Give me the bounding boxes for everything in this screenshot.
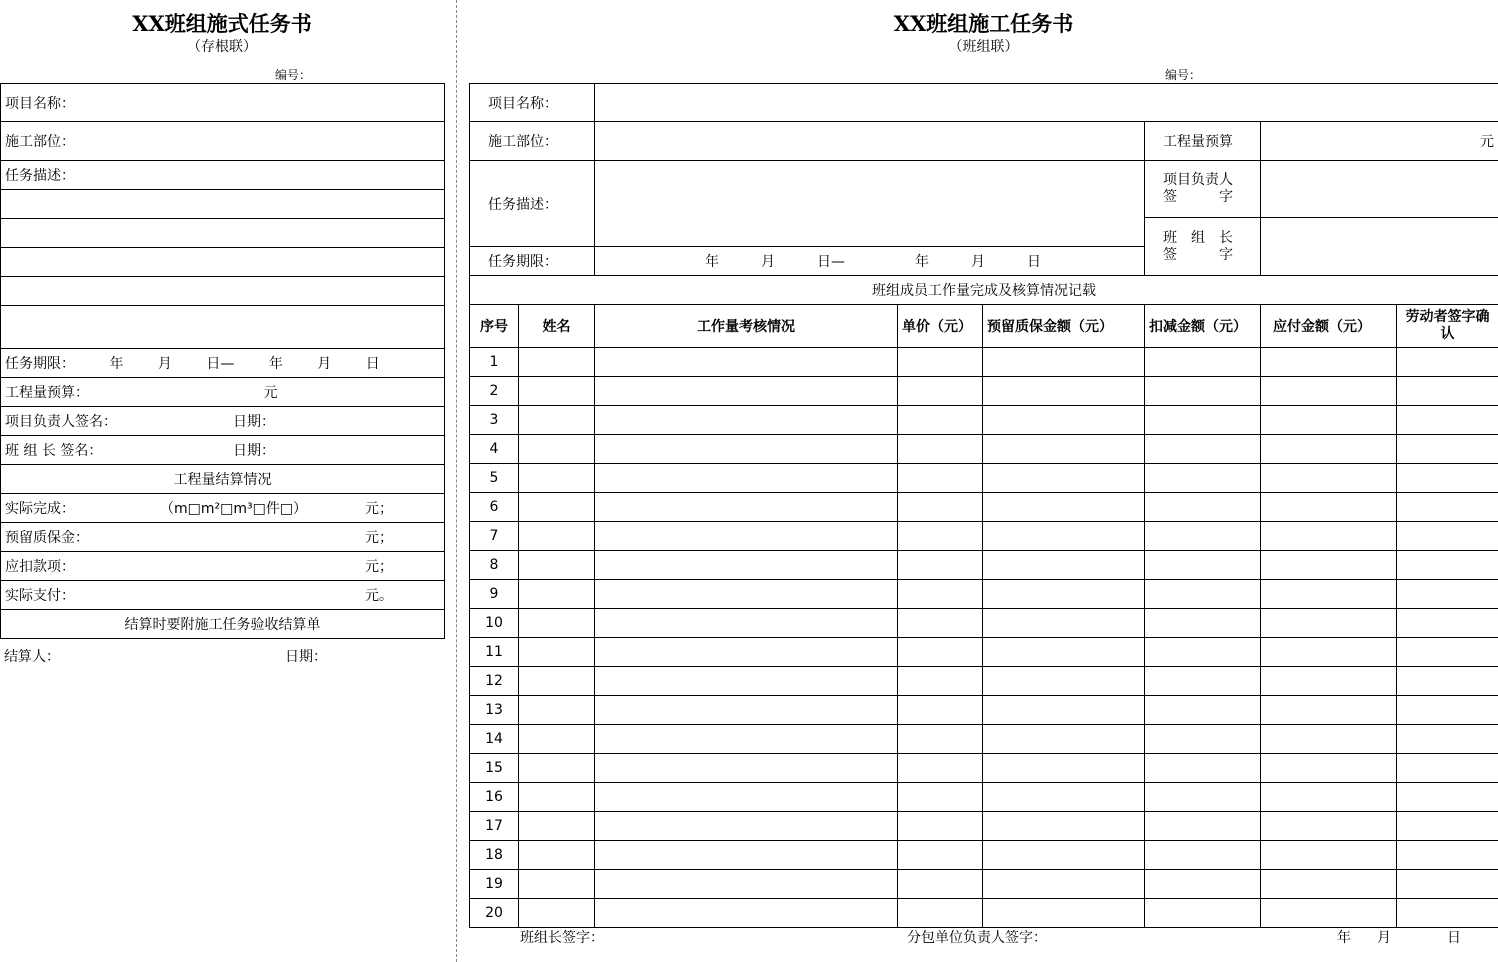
- table-row: [470, 667, 1498, 696]
- left-budget: [1, 378, 445, 407]
- row-cell: [1145, 551, 1261, 580]
- left-number-label: 编号：: [275, 68, 312, 82]
- left-period-month2: 月: [317, 356, 332, 372]
- right-construction-part-label: 施工部位：: [470, 122, 595, 161]
- left-actual-done: [1, 494, 445, 523]
- row-cell: [898, 870, 983, 899]
- row-cell: [519, 696, 595, 725]
- col-header-worker-confirm: 劳动者签字确认: [1397, 305, 1498, 348]
- col-header-payable: 应付金额（元）: [1261, 305, 1397, 348]
- row-cell: [1261, 783, 1397, 812]
- row-seq-cell: 9: [470, 580, 519, 609]
- left-pm-sign-label: 项目负责人签名：: [5, 414, 117, 430]
- left-budget-label: 工程量预算：: [5, 385, 89, 401]
- row-cell: [983, 783, 1145, 812]
- row-cell: [1145, 812, 1261, 841]
- left-yuan-3: 元；: [365, 559, 393, 575]
- row-seq-cell: 2: [470, 377, 519, 406]
- row-cell: [1145, 783, 1261, 812]
- left-budget-unit: 元: [263, 385, 278, 401]
- row-cell: [1397, 783, 1498, 812]
- row-cell: [1261, 406, 1397, 435]
- row-cell: [983, 377, 1145, 406]
- row-cell: [1145, 696, 1261, 725]
- row-cell: [983, 899, 1145, 928]
- row-cell: [595, 783, 898, 812]
- table-row: [470, 725, 1498, 754]
- row-cell: [898, 841, 983, 870]
- row-cell: [519, 522, 595, 551]
- row-cell: [1397, 638, 1498, 667]
- table-row: [470, 638, 1498, 667]
- row-cell: [1261, 696, 1397, 725]
- left-yuan-1: 元；: [365, 501, 393, 517]
- right-number-label: 编号：: [1165, 68, 1202, 82]
- row-cell: [1145, 580, 1261, 609]
- row-cell: [1145, 609, 1261, 638]
- row-cell: [1145, 435, 1261, 464]
- row-cell: [595, 696, 898, 725]
- col-header-deduction: 扣减金额（元）: [1145, 305, 1261, 348]
- row-cell: [1397, 667, 1498, 696]
- row-cell: [1261, 435, 1397, 464]
- row-seq-cell: 16: [470, 783, 519, 812]
- row-cell: [1145, 841, 1261, 870]
- row-seq-cell: 7: [470, 522, 519, 551]
- row-cell: [898, 638, 983, 667]
- row-cell: [519, 638, 595, 667]
- row-cell: [1145, 870, 1261, 899]
- row-cell: [983, 754, 1145, 783]
- left-deduction: [1, 552, 445, 581]
- row-cell: [519, 870, 595, 899]
- row-cell: [983, 696, 1145, 725]
- row-cell: [1397, 522, 1498, 551]
- right-pm-sign-value: [1261, 161, 1498, 218]
- left-desc-line: [1, 248, 445, 277]
- row-cell: [519, 754, 595, 783]
- row-cell: [1261, 377, 1397, 406]
- row-cell: [595, 464, 898, 493]
- row-cell: [595, 435, 898, 464]
- row-cell: [898, 754, 983, 783]
- right-pm-sign-line2: 签 字: [1163, 189, 1233, 205]
- row-cell: [1145, 725, 1261, 754]
- row-cell: [595, 725, 898, 754]
- col-header-unit-price: 单价（元）: [898, 305, 983, 348]
- left-settlement-header: 工程量结算情况: [1, 465, 445, 494]
- left-actual-pay: [1, 581, 445, 610]
- left-units: （m□m²□m³□件□）: [160, 501, 308, 517]
- left-period-month1: 月: [157, 356, 172, 372]
- row-seq-cell: 1: [470, 348, 519, 377]
- row-seq-cell: 14: [470, 725, 519, 754]
- row-cell: [983, 725, 1145, 754]
- footer-sub-sign: 分包单位负责人签字：: [907, 930, 1047, 946]
- row-cell: [595, 667, 898, 696]
- tear-line-divider: [456, 0, 457, 962]
- row-cell: [595, 406, 898, 435]
- row-cell: [1397, 609, 1498, 638]
- row-cell: [1261, 493, 1397, 522]
- row-cell: [983, 464, 1145, 493]
- left-leader-sign-label: 班 组 长 签名：: [5, 443, 103, 459]
- left-title: XX班组施式任务书: [132, 11, 312, 36]
- left-subtitle: （存根联）: [187, 39, 257, 55]
- row-cell: [519, 493, 595, 522]
- row-cell: [1145, 638, 1261, 667]
- table-row: [470, 435, 1498, 464]
- left-deduction-label: 应扣款项：: [5, 559, 75, 575]
- row-cell: [595, 551, 898, 580]
- left-actual-pay-label: 实际支付：: [5, 588, 75, 604]
- row-cell: [595, 638, 898, 667]
- row-cell: [898, 493, 983, 522]
- row-cell: [983, 638, 1145, 667]
- right-pm-sign-label: [1145, 161, 1261, 218]
- table-row: [470, 754, 1498, 783]
- row-cell: [898, 551, 983, 580]
- row-cell: [983, 522, 1145, 551]
- row-cell: [1397, 435, 1498, 464]
- row-cell: [898, 348, 983, 377]
- right-title: XX班组施工任务书: [893, 11, 1074, 36]
- row-cell: [519, 725, 595, 754]
- right-budget-label: 工程量预算: [1145, 122, 1261, 161]
- row-cell: [595, 580, 898, 609]
- left-task-desc: 任务描述：: [1, 161, 445, 190]
- row-cell: [595, 754, 898, 783]
- right-leader-sign-value: [1261, 218, 1498, 276]
- row-cell: [1397, 464, 1498, 493]
- row-cell: [595, 812, 898, 841]
- left-settle-date: 日期：: [285, 649, 327, 665]
- col-header-workload: 工作量考核情况: [595, 305, 898, 348]
- row-cell: [898, 812, 983, 841]
- table-row: [470, 812, 1498, 841]
- right-construction-part-value: [595, 122, 1145, 161]
- table-row: [470, 841, 1498, 870]
- row-cell: [898, 522, 983, 551]
- row-cell: [1397, 812, 1498, 841]
- right-task-period-label: 任务期限：: [470, 247, 595, 276]
- row-cell: [1261, 841, 1397, 870]
- row-cell: [983, 580, 1145, 609]
- right-task-desc-label: 任务描述：: [470, 161, 595, 247]
- left-task-period: [1, 349, 445, 378]
- row-cell: [983, 551, 1145, 580]
- row-cell: [1261, 551, 1397, 580]
- row-cell: [595, 522, 898, 551]
- row-seq-cell: 10: [470, 609, 519, 638]
- table-row: [470, 696, 1498, 725]
- row-cell: [595, 609, 898, 638]
- row-seq-cell: 17: [470, 812, 519, 841]
- row-cell: [1261, 812, 1397, 841]
- row-cell: [1145, 899, 1261, 928]
- left-desc-line: [1, 190, 445, 219]
- row-cell: [519, 812, 595, 841]
- row-cell: [1261, 870, 1397, 899]
- right-task-table: [469, 83, 1498, 928]
- row-cell: [898, 667, 983, 696]
- right-project-name-value: [595, 84, 1498, 122]
- row-cell: [1145, 348, 1261, 377]
- left-leader-date: 日期：: [233, 443, 275, 459]
- row-cell: [898, 580, 983, 609]
- row-seq-cell: 19: [470, 870, 519, 899]
- row-cell: [1397, 580, 1498, 609]
- row-cell: [1397, 725, 1498, 754]
- right-pm-sign-line1: 项目负责人: [1163, 172, 1233, 188]
- row-seq-cell: 8: [470, 551, 519, 580]
- row-cell: [983, 870, 1145, 899]
- left-project-name: 项目名称：: [1, 84, 445, 122]
- row-cell: [983, 667, 1145, 696]
- row-cell: [519, 406, 595, 435]
- row-cell: [519, 435, 595, 464]
- left-settler: 结算人：: [4, 649, 60, 665]
- row-cell: [983, 435, 1145, 464]
- row-cell: [1397, 870, 1498, 899]
- right-leader-sign-label: [1145, 218, 1261, 276]
- row-seq-cell: 4: [470, 435, 519, 464]
- row-cell: [1261, 638, 1397, 667]
- col-header-retention: 预留质保金额（元）: [983, 305, 1145, 348]
- row-seq-cell: 15: [470, 754, 519, 783]
- right-subtitle: （班组联）: [948, 39, 1019, 55]
- row-cell: [1145, 522, 1261, 551]
- table-row: [470, 348, 1498, 377]
- row-seq-cell: 13: [470, 696, 519, 725]
- row-cell: [983, 493, 1145, 522]
- right-task-period-value: 年 月 日— 年 月 日: [595, 247, 1145, 276]
- right-budget-unit: 元: [1261, 122, 1498, 161]
- row-cell: [595, 870, 898, 899]
- left-attach-note: 结算时要附施工任务验收结算单: [1, 610, 445, 639]
- footer-month: 月: [1377, 930, 1391, 946]
- left-period-day2: 日: [365, 356, 380, 372]
- row-cell: [519, 609, 595, 638]
- row-cell: [898, 899, 983, 928]
- table-row: [470, 493, 1498, 522]
- row-cell: [519, 580, 595, 609]
- row-cell: [1145, 493, 1261, 522]
- row-cell: [1397, 696, 1498, 725]
- row-cell: [1261, 899, 1397, 928]
- row-cell: [1261, 464, 1397, 493]
- right-leader-line1: 班 组 长: [1163, 229, 1233, 246]
- left-construction-part: 施工部位：: [1, 122, 445, 161]
- left-stub-table: [0, 83, 445, 639]
- left-retention-label: 预留质保金：: [5, 530, 89, 546]
- row-cell: [1397, 841, 1498, 870]
- footer-leader-sign: 班组长签字：: [520, 930, 604, 946]
- row-seq-cell: 5: [470, 464, 519, 493]
- left-actual-done-label: 实际完成：: [5, 501, 75, 517]
- row-cell: [1397, 899, 1498, 928]
- row-cell: [898, 609, 983, 638]
- row-seq-cell: 3: [470, 406, 519, 435]
- right-leader-line2: 签 字: [1163, 246, 1233, 263]
- row-cell: [983, 406, 1145, 435]
- table-row: [470, 464, 1498, 493]
- left-period-year2: 年: [268, 356, 283, 372]
- row-cell: [1397, 348, 1498, 377]
- row-cell: [519, 899, 595, 928]
- row-cell: [1397, 406, 1498, 435]
- row-cell: [898, 783, 983, 812]
- row-cell: [519, 551, 595, 580]
- row-cell: [983, 841, 1145, 870]
- row-cell: [1397, 551, 1498, 580]
- row-cell: [1397, 377, 1498, 406]
- row-cell: [1397, 754, 1498, 783]
- row-cell: [519, 377, 595, 406]
- row-cell: [519, 667, 595, 696]
- footer-day: 日: [1447, 930, 1461, 946]
- row-cell: [1261, 580, 1397, 609]
- row-cell: [595, 348, 898, 377]
- record-rows: [470, 348, 1498, 928]
- row-cell: [1261, 348, 1397, 377]
- footer-year: 年: [1337, 930, 1351, 946]
- row-cell: [898, 435, 983, 464]
- row-cell: [1145, 464, 1261, 493]
- right-record-header: 班组成员工作量完成及核算情况记载: [470, 276, 1498, 305]
- table-row: [470, 609, 1498, 638]
- row-cell: [898, 725, 983, 754]
- row-cell: [898, 696, 983, 725]
- row-cell: [1261, 609, 1397, 638]
- table-row: [470, 580, 1498, 609]
- row-cell: [595, 899, 898, 928]
- left-leader-sign: [1, 436, 445, 465]
- row-cell: [1261, 725, 1397, 754]
- left-desc-line: [1, 277, 445, 306]
- right-task-desc-value: [595, 161, 1145, 247]
- left-yuan-4: 元。: [365, 588, 393, 604]
- row-seq-cell: 12: [470, 667, 519, 696]
- row-seq-cell: 20: [470, 899, 519, 928]
- table-row: [470, 870, 1498, 899]
- row-cell: [1145, 667, 1261, 696]
- table-row: [470, 377, 1498, 406]
- left-retention: [1, 523, 445, 552]
- row-seq-cell: 6: [470, 493, 519, 522]
- row-cell: [519, 783, 595, 812]
- row-cell: [1145, 754, 1261, 783]
- row-seq-cell: 18: [470, 841, 519, 870]
- row-cell: [983, 348, 1145, 377]
- row-cell: [1261, 522, 1397, 551]
- row-cell: [595, 841, 898, 870]
- row-cell: [1145, 406, 1261, 435]
- left-desc-line: [1, 306, 445, 349]
- left-desc-line: [1, 219, 445, 248]
- row-cell: [519, 348, 595, 377]
- row-cell: [1145, 377, 1261, 406]
- table-row: [470, 899, 1498, 928]
- row-cell: [983, 812, 1145, 841]
- row-cell: [983, 609, 1145, 638]
- left-period-year1: 年: [109, 356, 124, 372]
- left-pm-date: 日期：: [233, 414, 275, 430]
- table-row: [470, 783, 1498, 812]
- right-project-name-label: 项目名称：: [470, 84, 595, 122]
- row-cell: [1261, 754, 1397, 783]
- row-cell: [898, 377, 983, 406]
- row-cell: [595, 377, 898, 406]
- row-cell: [519, 464, 595, 493]
- left-period-label: 任务期限：: [5, 356, 75, 372]
- table-row: [470, 522, 1498, 551]
- col-header-name: 姓名: [519, 305, 595, 348]
- row-cell: [1397, 493, 1498, 522]
- row-seq-cell: 11: [470, 638, 519, 667]
- left-yuan-2: 元；: [365, 530, 393, 546]
- table-row: [470, 551, 1498, 580]
- col-header-seq: 序号: [470, 305, 519, 348]
- row-cell: [1261, 667, 1397, 696]
- left-period-day1: 日—: [206, 356, 235, 372]
- table-row: [470, 406, 1498, 435]
- row-cell: [595, 493, 898, 522]
- row-cell: [898, 406, 983, 435]
- row-cell: [519, 841, 595, 870]
- row-cell: [898, 464, 983, 493]
- left-pm-sign: [1, 407, 445, 436]
